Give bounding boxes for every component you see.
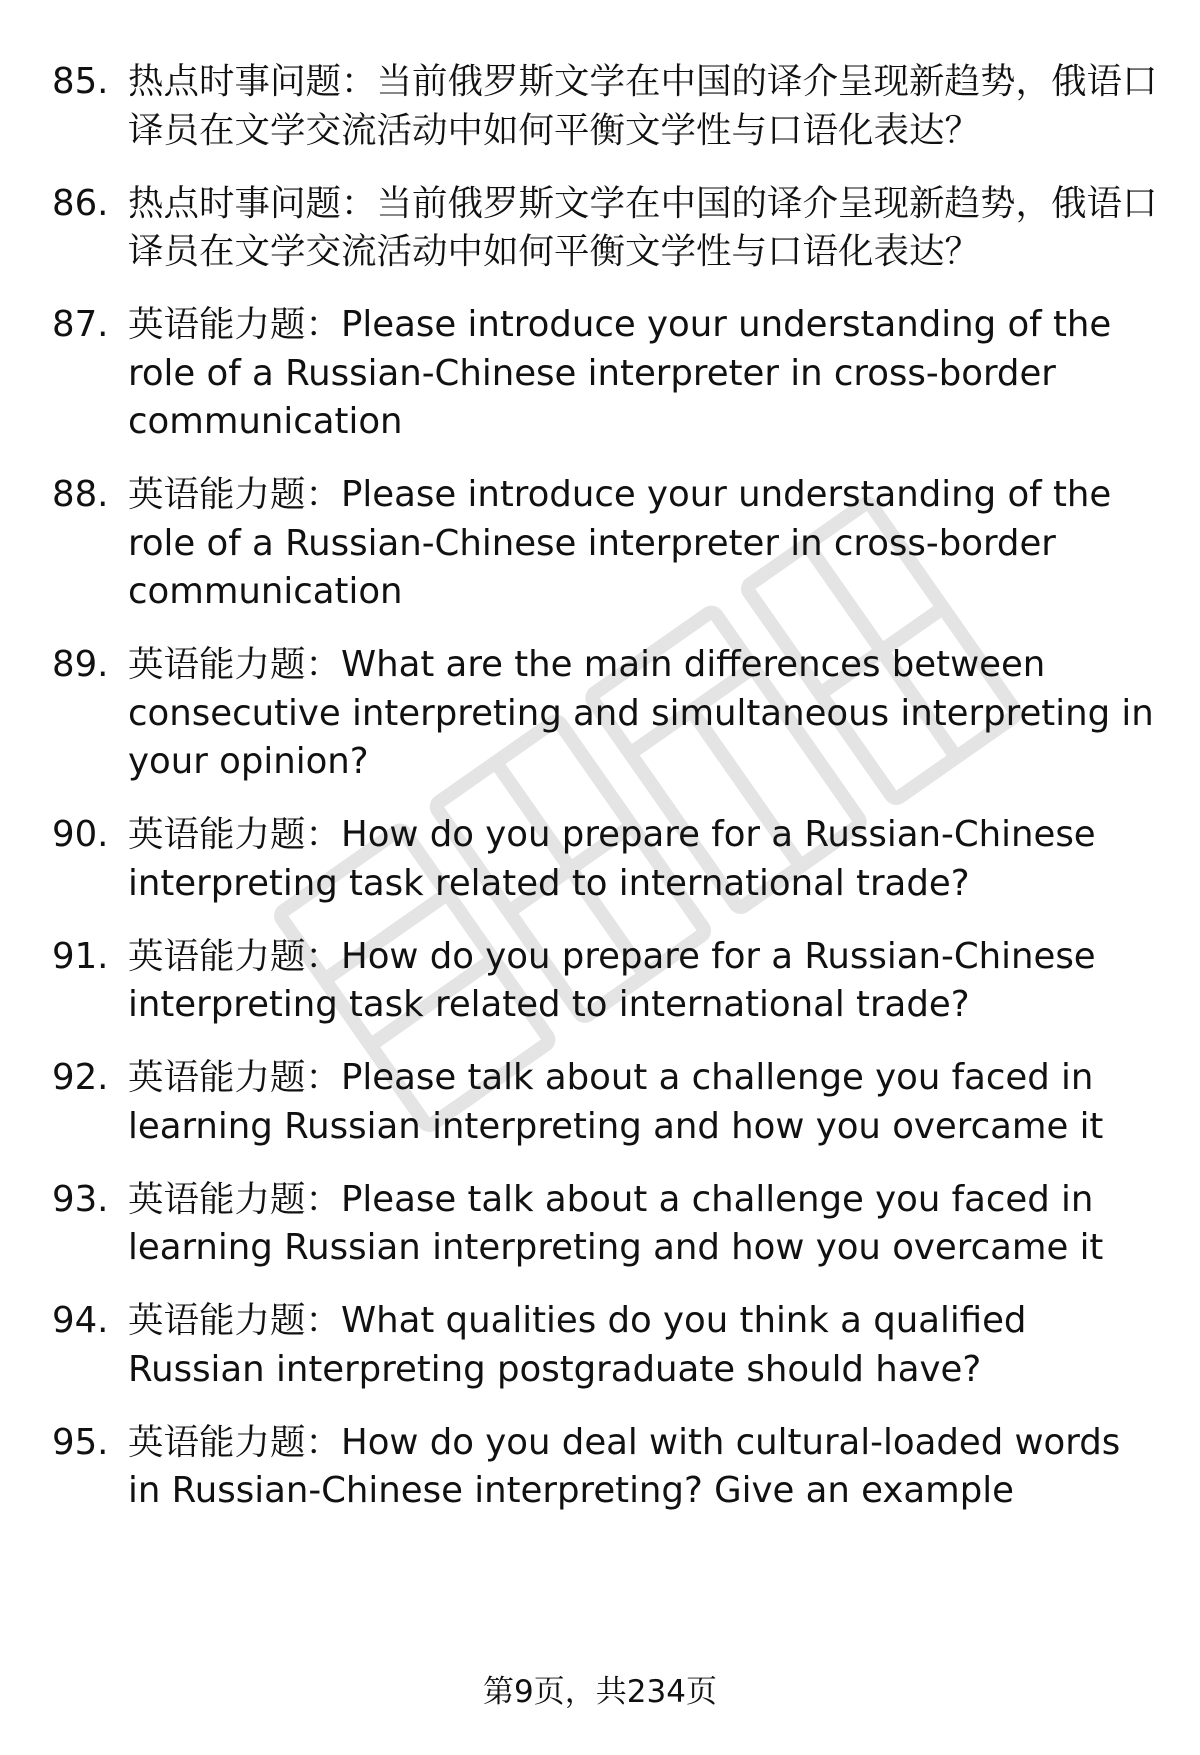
question-text: 英语能力题：What qualities do you think a qualified Russian interpreting postgraduate should have? bbox=[128, 1300, 1027, 1390]
question-number: 87. bbox=[52, 304, 109, 345]
question-item bbox=[52, 180, 1162, 277]
question-item bbox=[52, 641, 1162, 787]
question-number: 95. bbox=[52, 1421, 109, 1463]
question-number: 89. bbox=[52, 644, 109, 685]
question-text: 英语能力题：Please introduce your understanding of the role of a Russian-Chinese interpreter in cross-border communication bbox=[128, 304, 1112, 442]
question-number: 86. bbox=[52, 182, 109, 224]
page-number-label: 第9页，共234页 bbox=[483, 1674, 717, 1710]
question-number: 94. bbox=[52, 1300, 109, 1341]
question-number: 88. bbox=[52, 474, 109, 515]
question-item bbox=[52, 933, 1162, 1030]
question-number: 85. bbox=[52, 61, 109, 102]
question-text: 英语能力题：How do you prepare for a Russian-Chinese interpreting task related to international trade? bbox=[128, 814, 1096, 904]
question-number: 91. bbox=[52, 935, 109, 977]
question-text: 英语能力题：Please talk about a challenge you faced in learning Russian interpreting and how you overcame it bbox=[128, 1057, 1104, 1147]
question-text: 英语能力题：What are the main differences between consecutive interpreting and simultaneous interpreting in your opinion? bbox=[128, 644, 1154, 782]
question-number: 92. bbox=[52, 1057, 109, 1098]
question-text: 英语能力题：Please introduce your understanding of the role of a Russian-Chinese interpreter in cross-border communication bbox=[128, 474, 1112, 612]
question-number: 90. bbox=[52, 814, 109, 855]
question-text: 热点时事问题：当前俄罗斯文学在中国的译介呈现新趋势，俄语口译员在文学交流活动中如何平衡文学性与口语化表达？ bbox=[128, 182, 1158, 272]
question-text: 热点时事问题：当前俄罗斯文学在中国的译介呈现新趋势，俄语口译员在文学交流活动中如何平衡文学性与口语化表达？ bbox=[128, 61, 1158, 151]
question-text: 英语能力题：Please talk about a challenge you faced in learning Russian interpreting and how you overcame it bbox=[128, 1178, 1104, 1268]
page-footer bbox=[0, 1672, 1200, 1712]
question-item bbox=[52, 811, 1162, 908]
question-item bbox=[52, 1419, 1162, 1516]
question-item bbox=[52, 1297, 1162, 1394]
question-item bbox=[52, 301, 1162, 447]
question-item bbox=[52, 1054, 1162, 1151]
question-item bbox=[52, 58, 1162, 155]
question-item bbox=[52, 1176, 1162, 1273]
question-list bbox=[52, 58, 1162, 1540]
question-text: 英语能力题：How do you deal with cultural-loaded words in Russian-Chinese interpreting? Give an example bbox=[128, 1421, 1121, 1511]
question-item bbox=[52, 471, 1162, 617]
question-number: 93. bbox=[52, 1178, 109, 1220]
question-text: 英语能力题：How do you prepare for a Russian-Chinese interpreting task related to international trade? bbox=[128, 935, 1096, 1025]
